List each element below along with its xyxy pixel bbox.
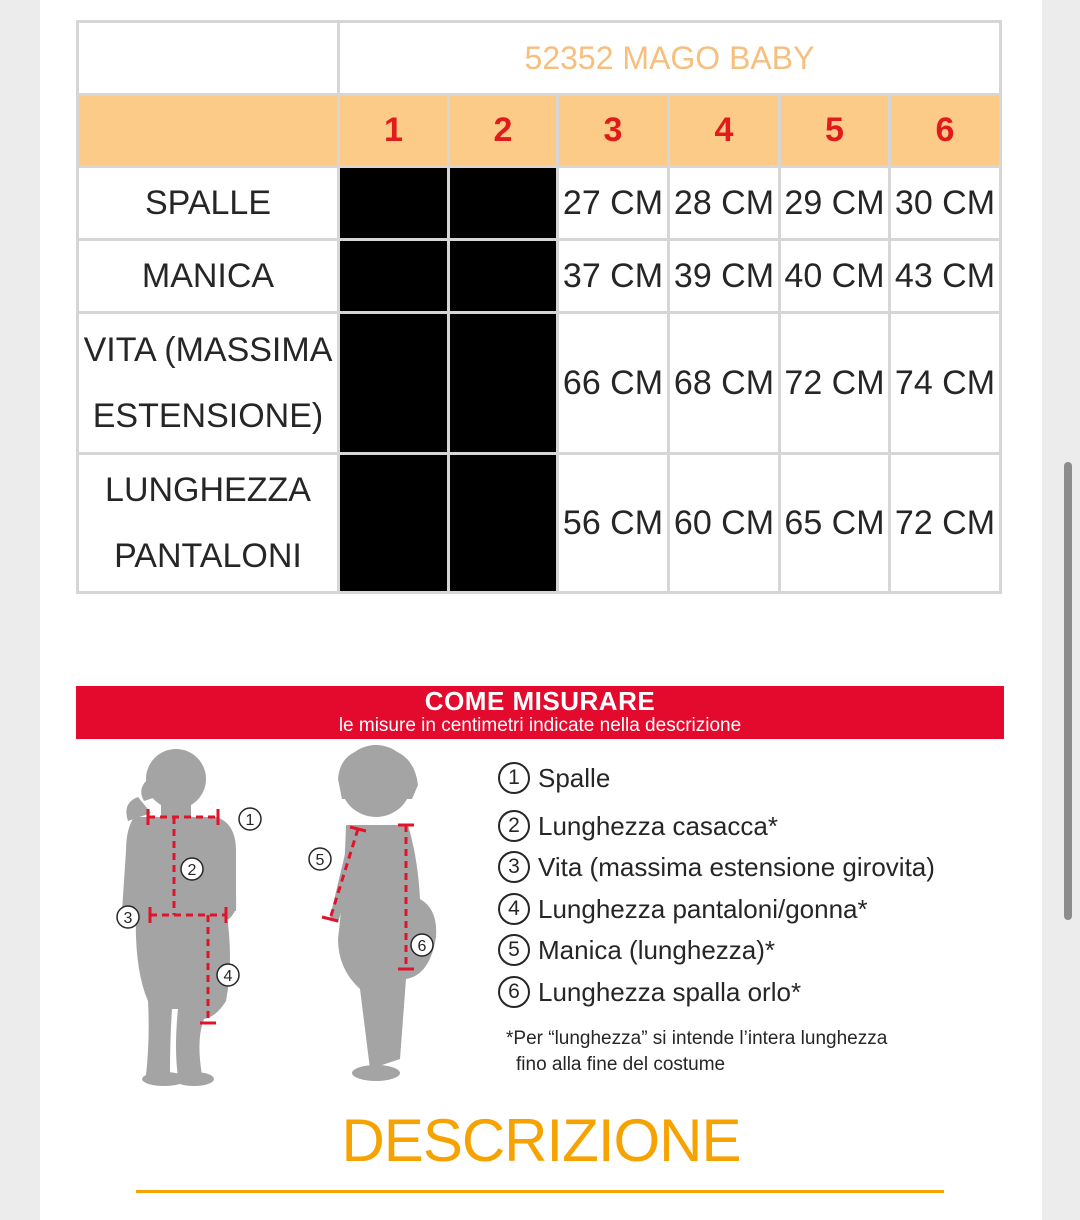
description-heading: DESCRIZIONE xyxy=(341,1107,741,1174)
size-header: 6 xyxy=(891,96,999,165)
figure-marker-1 xyxy=(239,808,261,830)
legend-text: Vita (massima estensione girovita) xyxy=(538,852,935,882)
legend-number: 4 xyxy=(498,893,530,925)
size-header: 2 xyxy=(450,96,556,165)
size-header-blank xyxy=(79,96,337,165)
row-label: LUNGHEZZA PANTALONI xyxy=(79,455,337,591)
product-title: 52352 MAGO BABY xyxy=(340,23,999,93)
legend-text: Lunghezza spalla orlo* xyxy=(538,976,802,1007)
row-label: SPALLE xyxy=(79,168,337,238)
legend-item xyxy=(498,930,935,972)
unavailable-cell xyxy=(450,168,556,238)
figure-marker-label: 3 xyxy=(123,910,133,927)
measure-value: 72 CM xyxy=(891,455,999,591)
measure-value: 29 CM xyxy=(781,168,888,238)
table-row xyxy=(79,314,999,452)
measure-value: 56 CM xyxy=(559,455,667,591)
measure-value: 66 CM xyxy=(559,314,667,452)
measure-value: 27 CM xyxy=(559,168,667,238)
page-scrollbar[interactable] xyxy=(1064,462,1072,920)
table-corner-cell xyxy=(79,23,337,93)
measurement-figures xyxy=(76,739,476,1099)
measure-value: 30 CM xyxy=(891,168,999,238)
unavailable-cell xyxy=(340,241,447,311)
figure-marker-label: 2 xyxy=(187,862,197,879)
legend-number: 5 xyxy=(498,934,530,966)
measure-value: 74 CM xyxy=(891,314,999,452)
legend-item xyxy=(498,847,935,889)
legend-item xyxy=(498,972,935,1014)
how-to-measure-panel xyxy=(76,686,1004,1096)
length-note-line: *Per “lunghezza” si intende l’intera lunghezza xyxy=(506,1028,888,1049)
page xyxy=(40,0,1042,1220)
legend-number: 6 xyxy=(498,976,530,1008)
size-header: 4 xyxy=(670,96,778,165)
legend-number: 2 xyxy=(498,810,530,842)
legend-item xyxy=(498,806,935,848)
description-divider xyxy=(136,1190,944,1193)
unavailable-cell xyxy=(450,455,556,591)
size-table xyxy=(76,20,1002,594)
table-row xyxy=(79,168,999,238)
figure-marker-label: 1 xyxy=(245,812,255,829)
measure-value: 28 CM xyxy=(670,168,778,238)
legend-item xyxy=(498,758,935,800)
figure-marker-3 xyxy=(117,906,139,928)
figure-marker-2 xyxy=(181,858,203,880)
length-note xyxy=(506,1026,887,1078)
legend-number: 1 xyxy=(498,762,530,794)
figure-marker-label: 5 xyxy=(315,852,325,869)
row-label: VITA (MASSIMA ESTENSIONE) xyxy=(79,314,337,452)
measure-value: 65 CM xyxy=(781,455,888,591)
length-note-line: fino alla fine del costume xyxy=(516,1054,726,1075)
unavailable-cell xyxy=(450,241,556,311)
measure-value: 40 CM xyxy=(781,241,888,311)
legend-text: Spalle xyxy=(538,763,611,793)
size-header: 5 xyxy=(781,96,888,165)
figure-marker-label: 6 xyxy=(417,938,427,955)
size-header: 1 xyxy=(340,96,447,165)
legend-text: Manica (lunghezza)* xyxy=(538,935,776,965)
measure-value: 37 CM xyxy=(559,241,667,311)
figure-marker-4 xyxy=(217,964,239,986)
legend-number: 3 xyxy=(498,851,530,883)
measure-value: 72 CM xyxy=(781,314,888,452)
unavailable-cell xyxy=(340,314,447,452)
measure-value: 39 CM xyxy=(670,241,778,311)
measure-value: 60 CM xyxy=(670,455,778,591)
table-row xyxy=(79,455,999,591)
how-to-measure-subheading: le misure in centimetri indicate nella descrizione xyxy=(338,715,742,736)
unavailable-cell xyxy=(450,314,556,452)
legend-text: Lunghezza pantaloni/gonna* xyxy=(538,893,868,924)
how-to-measure-banner xyxy=(76,686,1004,739)
figure-marker-5 xyxy=(309,848,331,870)
measure-value: 43 CM xyxy=(891,241,999,311)
figure-marker-label: 4 xyxy=(223,968,233,985)
table-row xyxy=(79,241,999,311)
measure-value: 68 CM xyxy=(670,314,778,452)
size-header: 3 xyxy=(559,96,667,165)
measure-legend xyxy=(498,758,935,1013)
unavailable-cell xyxy=(340,455,447,591)
legend-text: Lunghezza casacca* xyxy=(538,810,778,841)
figure-marker-6 xyxy=(411,934,433,956)
how-to-measure-heading: COME MISURARE xyxy=(424,686,656,716)
row-label: MANICA xyxy=(79,241,337,311)
unavailable-cell xyxy=(340,168,447,238)
child-side-figure xyxy=(330,745,436,1081)
legend-item xyxy=(498,889,935,931)
